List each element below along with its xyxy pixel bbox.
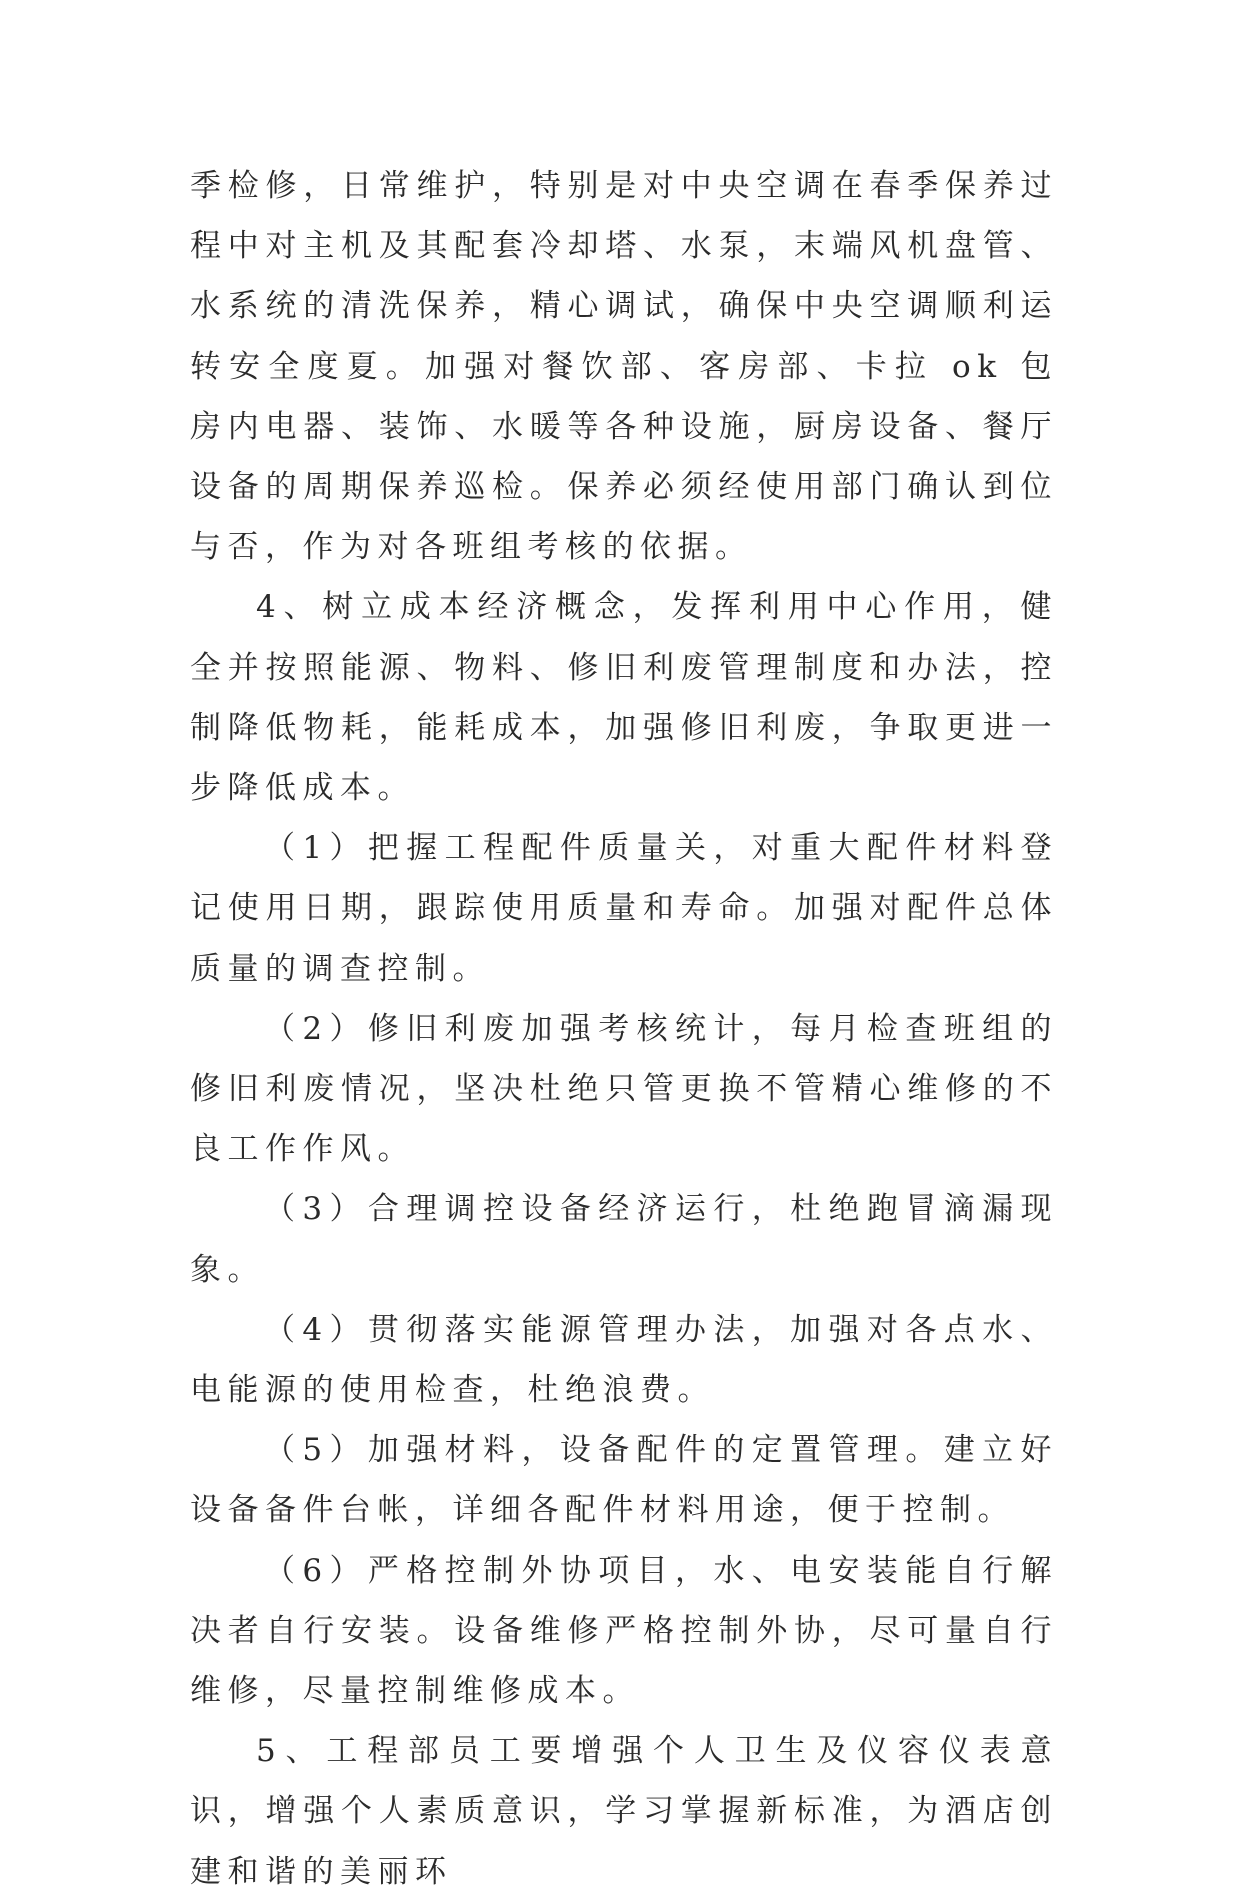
paragraph-maintenance: 季检修，日常维护，特别是对中央空调在春季保养过程中对主机及其配套冷却塔、水泵，末端风机盘管、水系统的清洗保养，精心调试，确保中央空调顺利运转安全度夏。加强对餐饮部、客房部、卡拉 ok 包房内电器、装饰、水暖等各种设施，厨房设备、餐厅设备的周期保养巡检。保养必须经使用部门确认到位与否，作为对各班组考核的依据。: [190, 168, 1058, 566]
paragraph-subitem-1: （1）把握工程配件质量关，对重大配件材料登记使用日期，跟踪使用质量和寿命。加强对配件总体质量的调查控制。: [190, 830, 1058, 987]
paragraph-subitem-3: （3）合理调控设备经济运行，杜绝跑冒滴漏现象。: [190, 1191, 1058, 1288]
paragraph-subitem-6: （6）严格控制外协项目，水、电安装能自行解决者自行安装。设备维修严格控制外协，尽可量自行维修，尽量控制维修成本。: [190, 1552, 1058, 1710]
paragraph-subitem-2: （2）修旧利废加强考核统计，每月检查班组的修旧利废情况，坚决杜绝只管更换不管精心维修的不良工作作风。: [190, 1010, 1058, 1168]
paragraph-item-4: 4、树立成本经济概念，发挥利用中心作用，健全并按照能源、物料、修旧利废管理制度和办法，控制降低物耗，能耗成本，加强修旧利废，争取更进一步降低成本。: [190, 589, 1058, 807]
paragraph-item-5: 5、工程部员工要增强个人卫生及仪容仪表意识，增强个人素质意识，学习掌握新标准，为酒店创建和谐的美丽环: [190, 1733, 1058, 1890]
document-body: [190, 156, 1058, 1902]
paragraph-subitem-4: （4）贯彻落实能源管理办法，加强对各点水、电能源的使用检查，杜绝浪费。: [190, 1311, 1058, 1409]
paragraph-subitem-5: （5）加强材料，设备配件的定置管理。建立好设备备件台帐，详细各配件材料用途，便于控制。: [190, 1432, 1058, 1529]
